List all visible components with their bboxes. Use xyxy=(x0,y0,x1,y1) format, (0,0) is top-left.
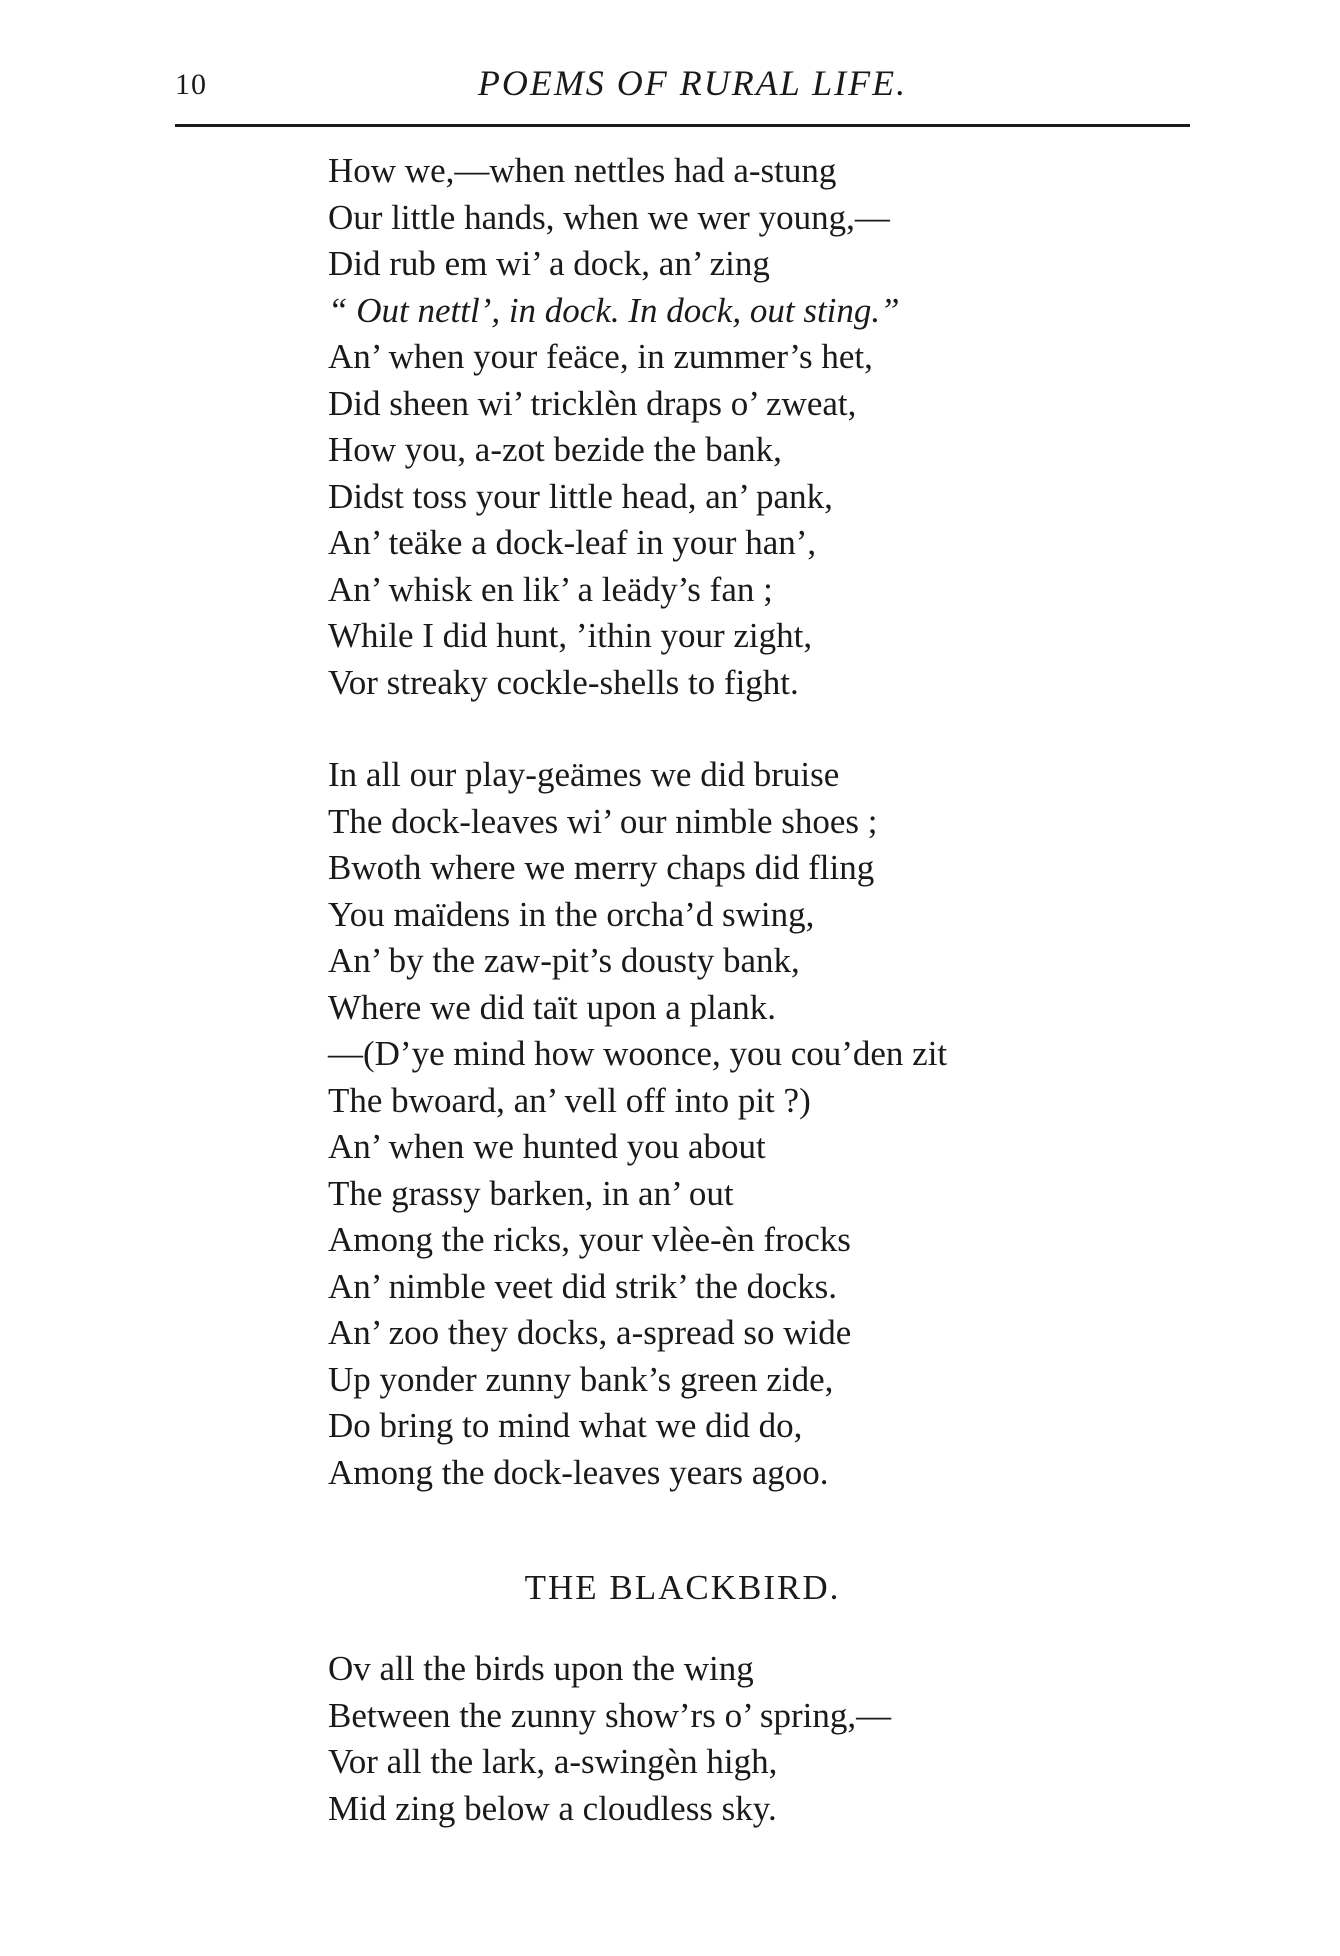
poem-line: You maïdens in the orcha’d swing, xyxy=(328,894,815,934)
running-head xyxy=(175,62,1190,112)
poem-line: Mid zing below a cloudless sky. xyxy=(328,1788,777,1828)
poem-line: Among the dock-leaves years agoo. xyxy=(328,1452,829,1492)
poem-line: While I did hunt, ’ithin your zight, xyxy=(328,616,813,655)
poem-line: An’ when your feäce, in zummer’s het, xyxy=(328,337,873,376)
poem-line: How we,—when nettles had a-stung xyxy=(328,151,837,190)
poem-line: Did sheen wi’ tricklèn draps o’ zweat, xyxy=(328,383,857,423)
poem-line: Didst toss your little head, an’ pank, xyxy=(328,476,833,516)
poem-line: Between the zunny show’rs o’ spring,— xyxy=(328,1695,892,1735)
poem-line: An’ zoo they docks, a-spread so wide xyxy=(328,1313,852,1352)
poem-line: Among the ricks, your vlèe-èn frocks xyxy=(328,1220,851,1259)
poem-line: How you, a-zot bezide the bank, xyxy=(328,430,782,469)
stanza-1 xyxy=(328,148,900,706)
poem-line: Bwoth where we merry chaps did fling xyxy=(328,848,875,887)
poem-line: The dock-leaves wi’ our nimble shoes ; xyxy=(328,801,878,841)
poem-line: An’ teäke a dock-leaf in your han’, xyxy=(328,523,817,562)
poem-line: Up yonder zunny bank’s green zide, xyxy=(328,1359,834,1399)
poem-line: An’ whisk en lik’ a leädy’s fan ; xyxy=(328,569,773,609)
poem-line: Where we did taït upon a plank. xyxy=(328,987,777,1027)
stanza-blackbird xyxy=(328,1646,891,1832)
running-title: POEMS OF RURAL LIFE. xyxy=(477,63,908,103)
poem-line: An’ when we hunted you about xyxy=(328,1127,766,1166)
poem-line: Do bring to mind what we did do, xyxy=(328,1406,803,1445)
poem-line: Vor streaky cockle-shells to fight. xyxy=(328,662,799,702)
poem-line: In all our play-geämes we did bruise xyxy=(328,755,840,794)
poem-line: Our little hands, when we wer young,— xyxy=(328,197,890,237)
poem-title: THE BLACKBIRD. xyxy=(524,1568,841,1607)
poem-line: Did rub em wi’ a dock, an’ zing xyxy=(328,244,770,283)
page-number: 10 xyxy=(175,68,207,101)
stanza-2 xyxy=(328,752,947,1496)
poem-line-italic: “ Out nettl’, in dock. In dock, out sting.” xyxy=(328,290,900,330)
poem-line: —(D’ye mind how woonce, you cou’den zit xyxy=(328,1034,948,1073)
header-rule xyxy=(175,124,1190,127)
poem-line: An’ by the zaw-pit’s dousty bank, xyxy=(328,941,800,980)
poem-line: The bwoard, an’ vell off into pit ?) xyxy=(328,1080,811,1120)
poem-line: Ov all the birds upon the wing xyxy=(328,1649,754,1688)
poem-line: An’ nimble veet did strik’ the docks. xyxy=(328,1266,838,1306)
poem-line: The grassy barken, in an’ out xyxy=(328,1173,734,1213)
poem-line: Vor all the lark, a-swingèn high, xyxy=(328,1742,778,1781)
